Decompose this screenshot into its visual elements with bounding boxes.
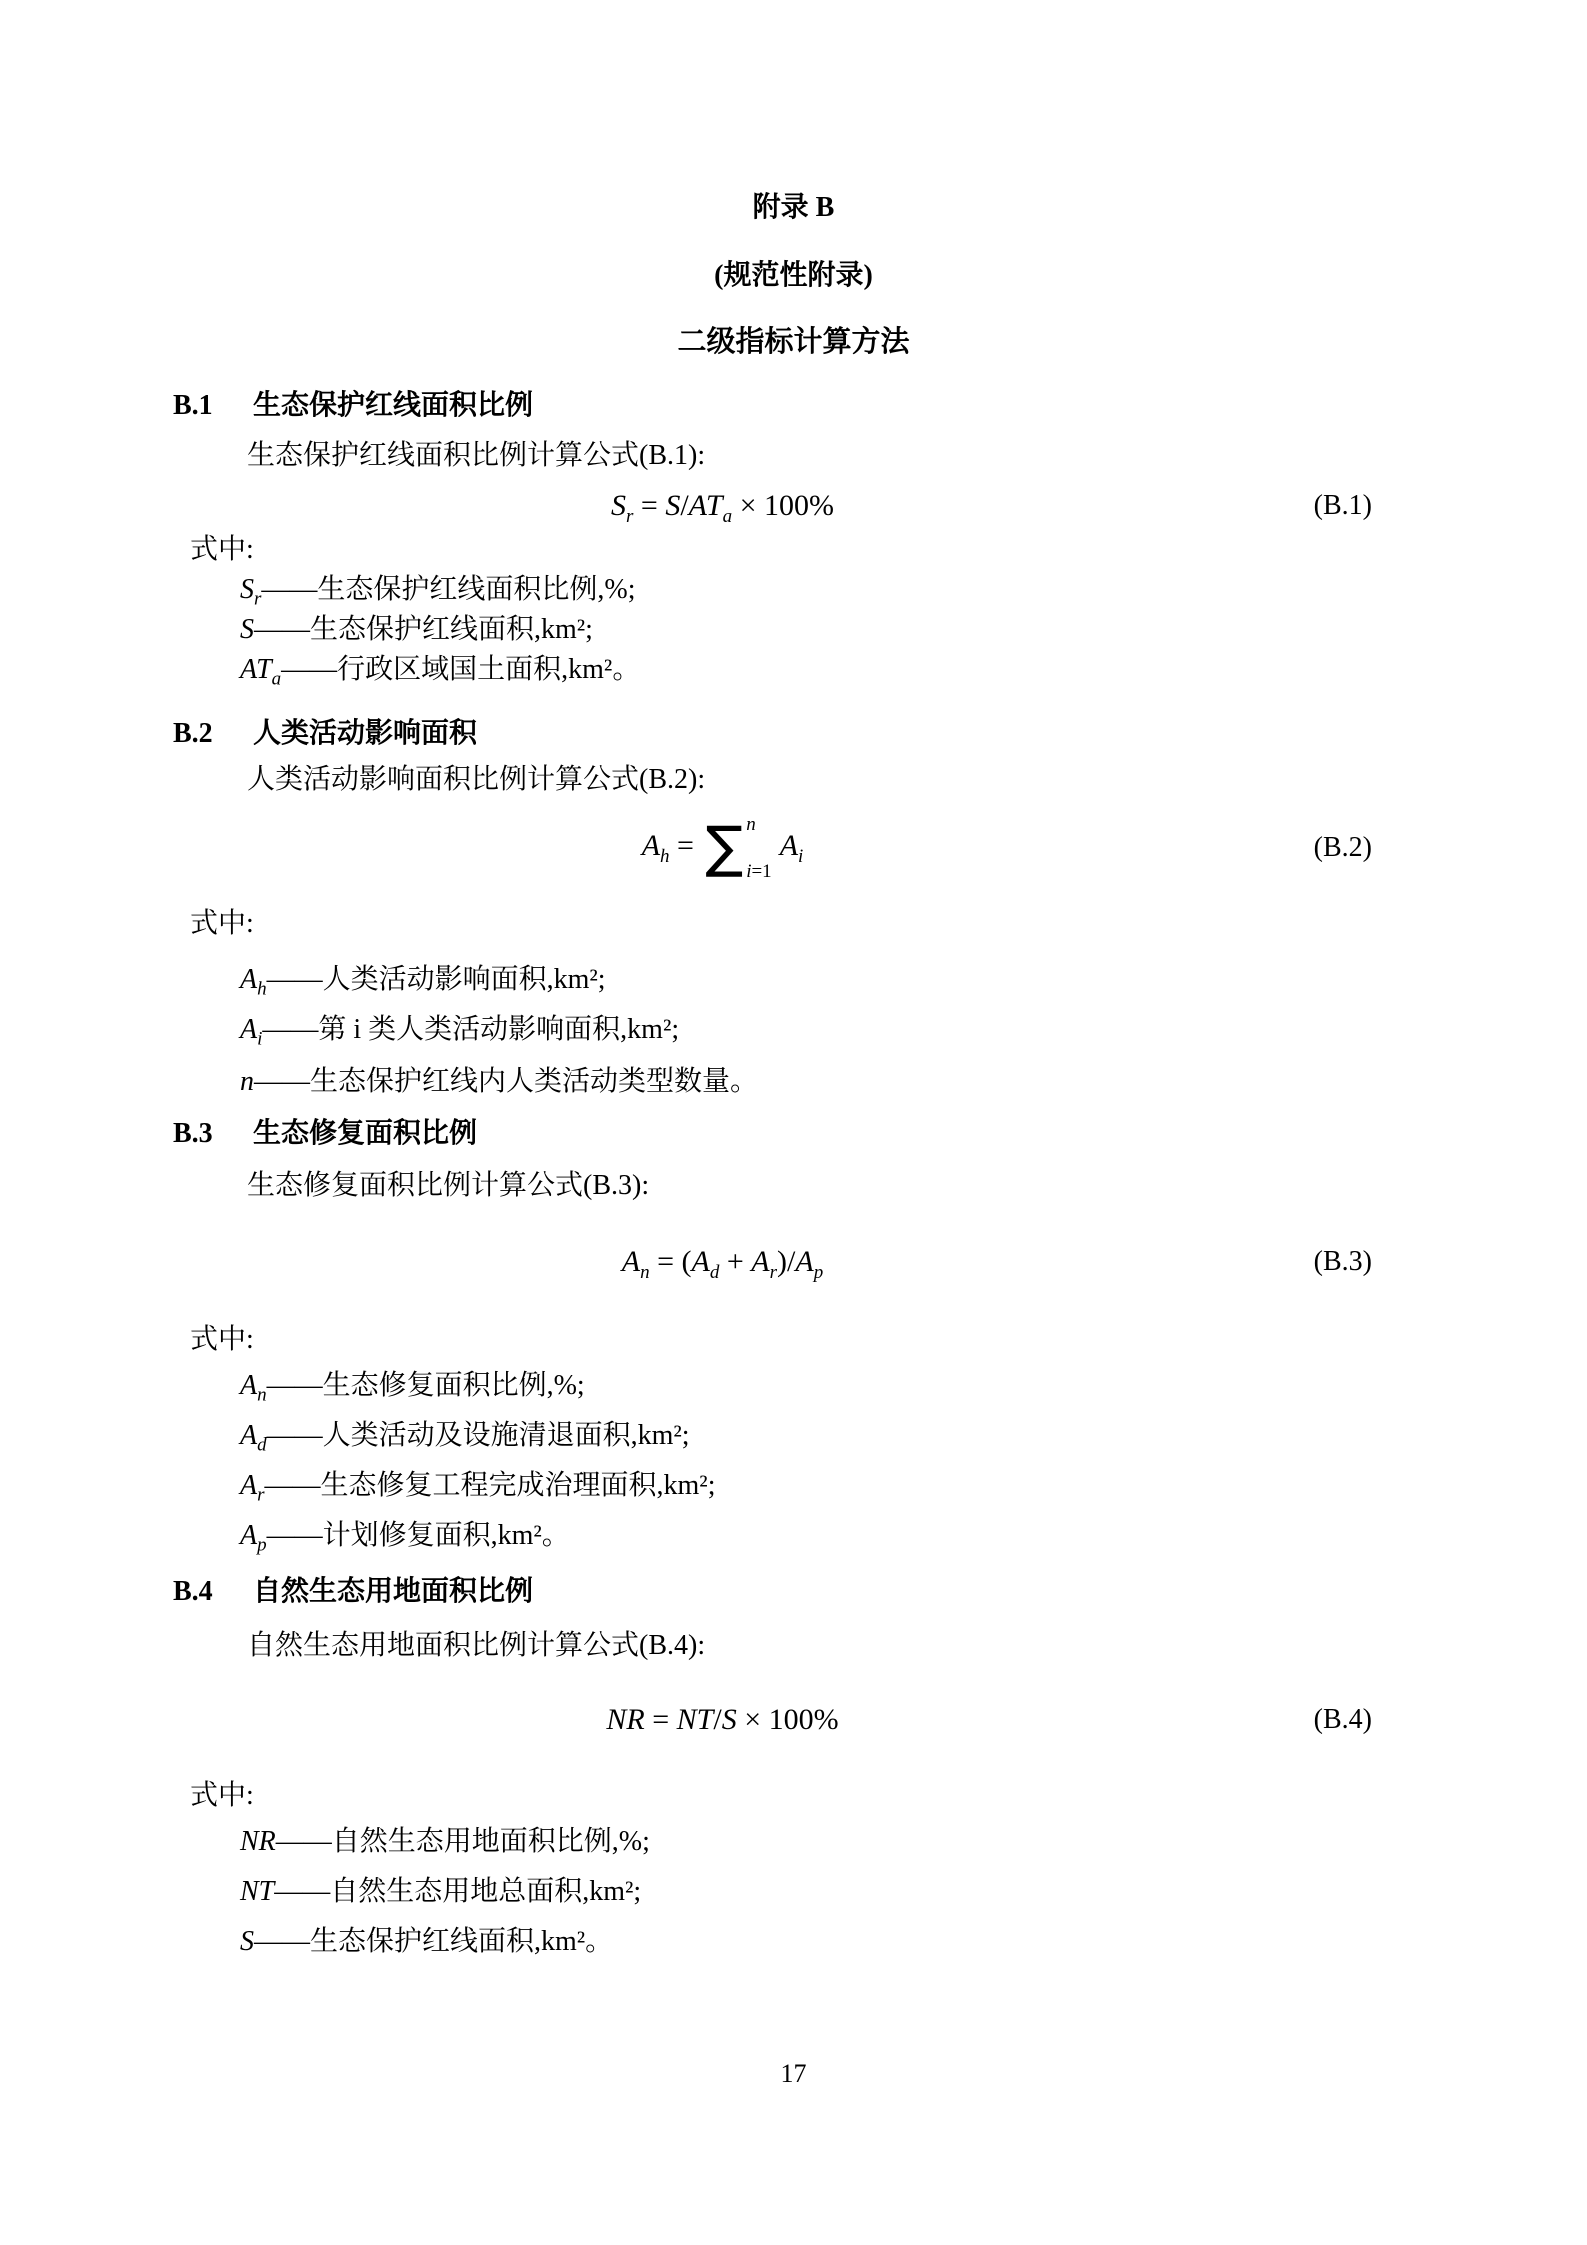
formula-subscript: r <box>626 506 634 527</box>
formula-b1: $S_r = S/AT_a \times 100\%$ <box>611 489 834 527</box>
definition-description: ——自然生态用地面积比例,%; <box>275 1826 650 1857</box>
section-heading <box>173 1574 1587 1610</box>
definition-description: ——自然生态用地总面积,km²; <box>274 1876 642 1907</box>
section-b2 <box>0 716 1587 1100</box>
formula-variable: A <box>240 1014 258 1045</box>
formula-variable: S <box>721 1703 737 1736</box>
formula-variable: NR <box>606 1703 645 1736</box>
appendix-label: 附录 B <box>752 192 835 223</box>
definition-item <box>240 1368 1587 1404</box>
formula-variable: n <box>240 1066 254 1097</box>
formula-variable: A <box>240 1470 258 1501</box>
summation-symbol <box>705 815 771 881</box>
definition-description: ——计划修复面积,km²。 <box>266 1520 570 1551</box>
section-heading <box>173 388 1587 424</box>
summation-lower-limit: i=1 <box>746 861 772 882</box>
section-heading <box>173 1116 1587 1152</box>
formula-subscript: a <box>271 668 282 690</box>
formula-subscript: p <box>813 1262 824 1283</box>
section-number: B.4 <box>173 1576 213 1607</box>
where-label: 式中: <box>190 908 254 939</box>
summation-limits <box>746 815 772 881</box>
section-title: 自然生态用地面积比例 <box>253 1576 534 1607</box>
formula-variable: S <box>240 614 254 645</box>
definition-item <box>240 652 1587 688</box>
definition-item <box>240 1012 1587 1048</box>
where-label: 式中: <box>190 1324 254 1355</box>
formula-tag: (B.4) <box>1313 1704 1372 1735</box>
section-b3 <box>0 1116 1587 1554</box>
definition-item <box>240 1468 1587 1504</box>
section-number: B.1 <box>173 390 213 421</box>
appendix-note: (规范性附录) <box>714 260 873 291</box>
formula-variable: S <box>665 489 681 522</box>
where-label: 式中: <box>190 1780 254 1811</box>
definition-description: ——生态修复工程完成治理面积,km²; <box>264 1470 716 1501</box>
definition-description: ——人类活动影响面积,km²; <box>266 964 606 995</box>
definition-item <box>240 1874 1587 1910</box>
formula-subscript: h <box>257 978 267 1000</box>
formula-variable: A <box>240 1520 258 1551</box>
formula-variable: NT <box>676 1703 714 1736</box>
formula-tag: (B.1) <box>1313 490 1372 521</box>
formula-variable: A <box>621 1245 641 1278</box>
formula-subscript: a <box>722 506 733 527</box>
formula-variable: NT <box>240 1876 275 1907</box>
section-heading <box>173 716 1587 752</box>
formula-row <box>173 1240 1372 1284</box>
formula-tag: (B.3) <box>1313 1246 1372 1277</box>
definition-description: ——行政区域国土面积,km²。 <box>281 654 641 685</box>
formula-intro: 生态修复面积比例计算公式(B.3): <box>247 1170 650 1201</box>
formula-variable: S <box>240 1926 254 1957</box>
section-title: 人类活动影响面积 <box>253 718 478 749</box>
formula-subscript: r <box>254 588 262 610</box>
formula-variable: S <box>240 574 254 605</box>
definition-term <box>240 964 267 1000</box>
definition-description: ——人类活动及设施清退面积,km²; <box>266 1420 690 1451</box>
formula-subscript: n <box>640 1262 650 1283</box>
formula-variable: AT <box>688 489 723 522</box>
definition-term <box>240 1066 254 1097</box>
definition-term <box>240 1520 267 1556</box>
section-number: B.2 <box>173 718 213 749</box>
formula-variable: A <box>240 1420 258 1451</box>
formula-row <box>173 806 1372 890</box>
formula-subscript: r <box>257 1484 265 1506</box>
formula-intro: 自然生态用地面积比例计算公式(B.4): <box>247 1630 706 1661</box>
sigma-glyph: ∑ <box>705 815 744 880</box>
section-number: B.3 <box>173 1118 213 1149</box>
definition-item <box>240 572 1587 608</box>
definition-term <box>240 1926 254 1957</box>
formula-row <box>173 484 1372 528</box>
formula-subscript: d <box>709 1262 720 1283</box>
formula-b4: NR = NT/S × 100% <box>606 1703 839 1736</box>
definition-description: ——生态保护红线面积比例,%; <box>261 574 636 605</box>
section-b4 <box>0 1574 1587 1960</box>
definition-item <box>240 612 1587 648</box>
definition-term <box>240 1826 276 1857</box>
formula-subscript: d <box>257 1434 267 1456</box>
definition-description: ——生态修复面积比例,%; <box>266 1370 585 1401</box>
definition-description: ——第 i 类人类活动影响面积,km²; <box>262 1014 680 1045</box>
formula-intro: 人类活动影响面积比例计算公式(B.2): <box>247 764 706 795</box>
definition-item <box>240 1418 1587 1454</box>
formula-subscript: h <box>660 845 670 867</box>
definition-description: ——生态保护红线内人类活动类型数量。 <box>254 1066 759 1097</box>
definition-item <box>240 1924 1587 1960</box>
definition-item <box>240 1824 1587 1860</box>
formula-variable: S <box>611 489 626 522</box>
formula-row <box>173 1698 1372 1742</box>
formula-variable: AT <box>240 654 272 685</box>
formula-variable: A <box>795 1245 814 1278</box>
summation-upper-limit: n <box>746 814 756 835</box>
where-label: 式中: <box>190 534 254 565</box>
formula-b3: $A_n = (A_d + A_r)/A_p$ <box>621 1245 824 1283</box>
page-number: 17 <box>780 2059 807 2088</box>
section-title: 生态修复面积比例 <box>253 1118 478 1149</box>
definition-term <box>240 1014 263 1050</box>
formula-variable: NR <box>240 1826 276 1857</box>
formula-subscript: r <box>769 1262 778 1283</box>
definition-item <box>240 1518 1587 1554</box>
formula-subscript: i <box>798 845 804 867</box>
formula-subscript: n <box>257 1384 267 1406</box>
formula-tag: (B.2) <box>1313 832 1372 863</box>
formula-subscript: p <box>257 1534 267 1556</box>
doc-title: 二级指标计算方法 <box>677 326 910 358</box>
definition-term <box>240 1876 274 1907</box>
definition-term <box>240 1470 265 1506</box>
formula-b2: $A_h$ = ∑ n i=1 $A_i$ <box>641 814 804 882</box>
definition-item <box>240 962 1587 998</box>
formula-variable: A <box>240 964 258 995</box>
definition-description: ——生态保护红线面积,km²; <box>254 614 593 645</box>
formula-variable: A <box>240 1370 258 1401</box>
section-title: 生态保护红线面积比例 <box>253 390 534 421</box>
definition-description: ——生态保护红线面积,km²。 <box>254 1926 614 1957</box>
section-b1 <box>0 388 1587 688</box>
definition-term <box>240 654 282 690</box>
doc-header <box>0 0 1587 360</box>
definition-term <box>240 1370 267 1406</box>
definition-term <box>240 614 254 645</box>
definition-item <box>240 1064 1587 1100</box>
formula-variable: A <box>641 828 661 862</box>
formula-variable: A <box>751 1245 770 1278</box>
formula-variable: A <box>779 828 799 862</box>
formula-variable: A <box>691 1245 710 1278</box>
definition-term <box>240 574 262 610</box>
definition-term <box>240 1420 267 1456</box>
formula-subscript: i <box>257 1028 263 1050</box>
formula-intro: 生态保护红线面积比例计算公式(B.1): <box>247 440 706 471</box>
